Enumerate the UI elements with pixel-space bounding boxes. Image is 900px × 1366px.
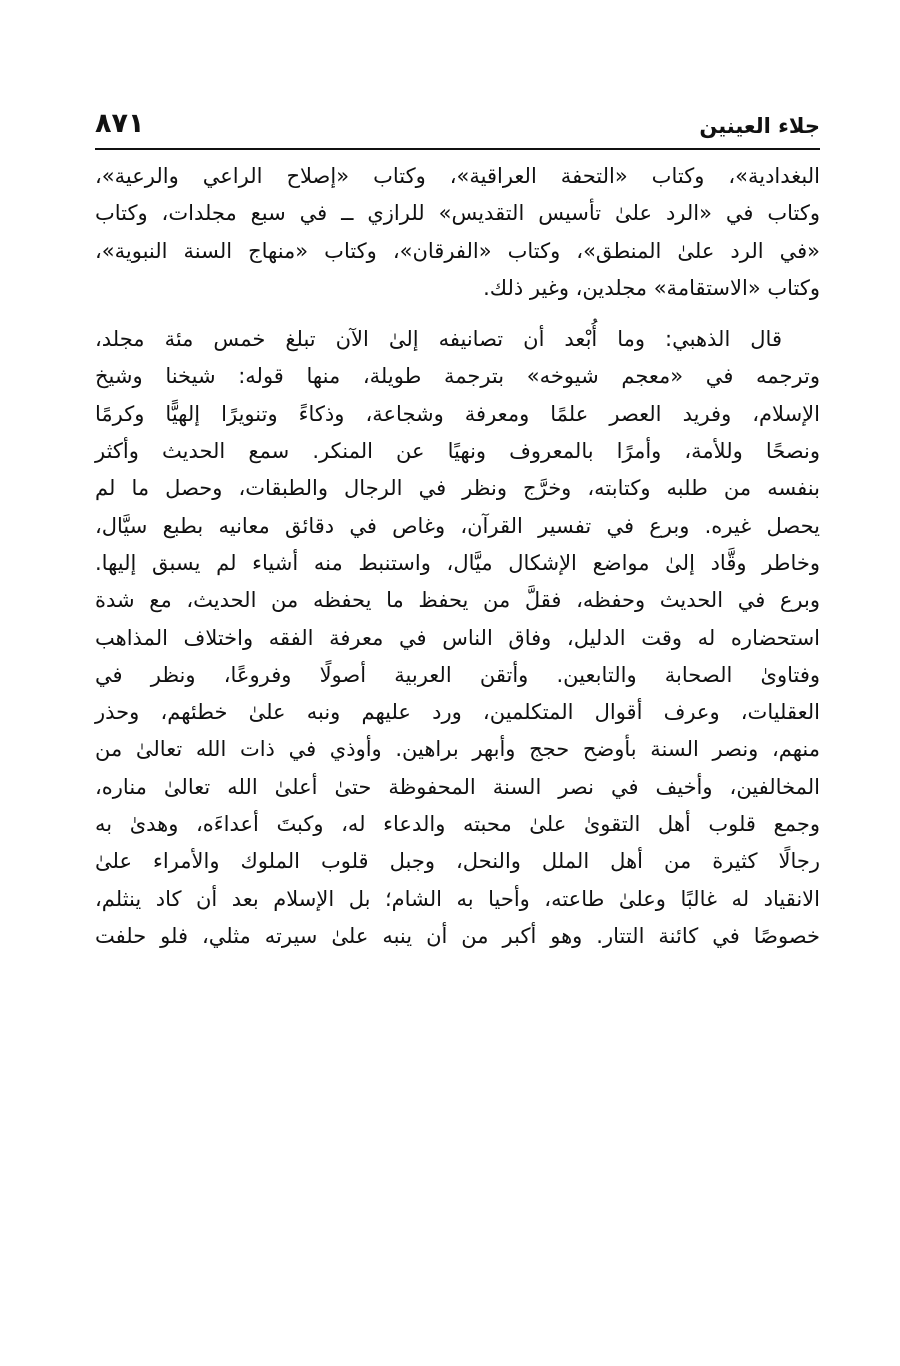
text-line: منهم، ونصر السنة بأوضح حجج وأبهر براهين. وأوذي في ذات الله تعالىٰ من [95,737,820,762]
text-line: رجالًا كثيرة من أهل الملل والنحل، وجبل قلوب الملوك والأمراء علىٰ [95,849,820,874]
text-line: وترجمه في «معجم شيوخه» بترجمة طويلة، منها قوله: شيخنا وشيخ [95,364,820,389]
text-line: «في الرد علىٰ المنطق»، وكتاب «الفرقان»، وكتاب «منهاج السنة النبوية»، [95,238,820,263]
text-line: الانقياد له غالبًا وعلىٰ طاعته، وأحيا به الشام؛ بل الإسلام بعد أن كاد ينثلم، [95,886,820,911]
text-line: وكتاب «الاستقامة» مجلدين، وغير ذلك. [483,275,820,300]
text-line: وبرع في الحديث وحفظه، فقلَّ من يحفظ ما يحفظه من الحديث، مع شدة [95,588,820,613]
text-line: قال الذهبي: وما أُبْعد أن تصانيفه إلىٰ الآن تبلغ خمس مئة مجلد، [95,327,782,352]
text-line: المخالفين، وأخيف في نصر السنة المحفوظة حتىٰ أعلىٰ الله تعالىٰ مناره، [95,774,820,799]
running-header [95,108,820,148]
header-rule [95,148,820,150]
paragraph-2 [95,321,820,955]
text-line: وخاطر وقَّاد إلىٰ مواضع الإشكال ميَّال، واستنبط منه أشياء لم يسبق إليها. [95,550,820,575]
body-text [95,158,820,955]
paragraph-1 [95,158,820,307]
text-line: وكتاب في «الرد علىٰ تأسيس التقديس» للرازي ــ في سبع مجلدات، وكتاب [95,201,820,226]
text-line: البغدادية»، وكتاب «التحفة العراقية»، وكتاب «إصلاح الراعي والرعية»، [95,164,820,188]
text-line: استحضاره له وقت الدليل، وفاق الناس في معرفة الفقه واختلاف المذاهب [95,625,820,650]
text-line: العقليات، وعرف أقوال المتكلمين، ورد عليهم ونبه علىٰ خطئهم، وحذر [95,700,820,725]
text-line: وفتاوىٰ الصحابة والتابعين. وأتقن العربية أصولًا وفروعًا، ونظر في [95,662,820,687]
text-line: ونصحًا وللأمة، وأمرًا بالمعروف ونهيًا عن المنكر. سمع الحديث وأكثر [95,439,820,464]
text-line: خصوصًا في كائنة التتار. وهو أكبر من أن ينبه علىٰ سيرته مثلي، فلو حلفت [95,923,820,948]
text-line: يحصل غيره. وبرع في تفسير القرآن، وغاص في دقائق معانيه بطبع سيَّال، [95,513,820,538]
text-line: بنفسه من طلبه وكتابته، وخرَّج ونظر في الرجال والطبقات، وحصل ما لم [95,476,820,501]
book-title: جلاء العينين [699,114,820,138]
text-line: وجمع قلوب أهل التقوىٰ علىٰ محبته والدعاء له، وكبتَ أعداءَه، وهدىٰ به [95,812,820,837]
text-line: الإسلام، وفريد العصر علمًا ومعرفة وشجاعة، وذكاءً وتنويرًا إلهيًّا وكرمًا [95,401,820,426]
page-number: ٨٧١ [95,108,145,139]
